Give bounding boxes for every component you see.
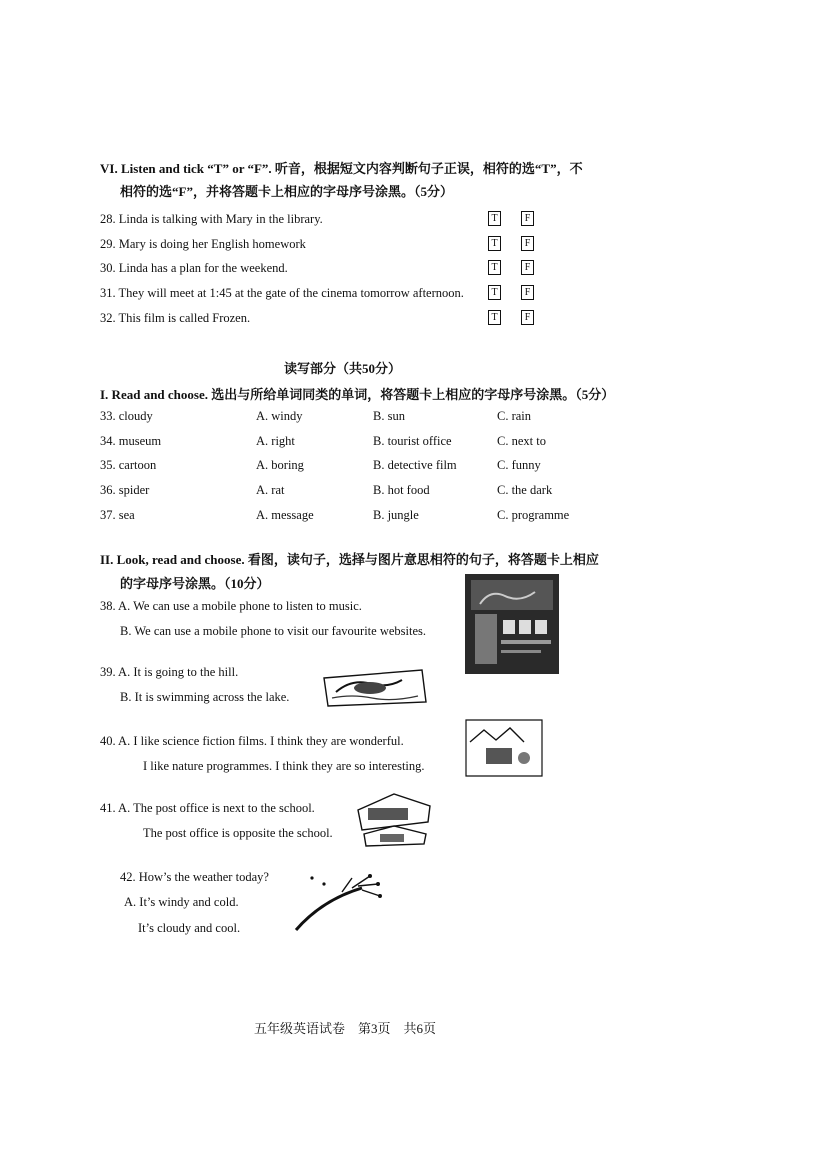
tf-box-t-29[interactable]: T xyxy=(488,236,501,251)
swimming-animal-picture xyxy=(322,664,430,708)
section-ii-title-line1: II. Look, read and choose. 看图，读句子，选择与图片意思相符的句子，将答题卡上相应 xyxy=(100,552,599,567)
tf-box-t-30[interactable]: T xyxy=(488,260,501,275)
choice-q-37: 37. sea xyxy=(100,508,135,522)
part-title: 读写部分（共50分） xyxy=(284,361,402,376)
q41-option-a[interactable]: 41. A. The post office is next to the school. xyxy=(100,801,315,815)
q39-option-a[interactable]: 39. A. It is going to the hill. xyxy=(100,665,239,679)
choice-c-33[interactable]: C. rain xyxy=(497,409,532,423)
choice-c-34[interactable]: C. next to xyxy=(497,434,546,448)
section-vi-title-line1: VI. Listen and tick “T” or “F”. 听音，根据短文内容判断句子正误，相符的选“T”，不 xyxy=(100,161,583,176)
tf-item-29: 29. Mary is doing her English homework xyxy=(100,237,306,251)
choice-a-33[interactable]: A. windy xyxy=(256,409,303,423)
choice-b-36[interactable]: B. hot food xyxy=(373,483,430,497)
tf-box-t-31[interactable]: T xyxy=(488,285,501,300)
tf-box-f-28[interactable]: F xyxy=(521,211,534,226)
q40-option-a[interactable]: 40. A. I like science fiction films. I think they are wonderful. xyxy=(100,734,404,748)
nature-programme-picture xyxy=(464,718,544,778)
choice-q-36: 36. spider xyxy=(100,483,150,497)
tf-item-30: 30. Linda has a plan for the weekend. xyxy=(100,261,288,275)
q38-option-b[interactable]: B. We can use a mobile phone to visit our favourite websites. xyxy=(120,624,426,638)
tf-box-t-32[interactable]: T xyxy=(488,310,501,325)
tf-box-f-30[interactable]: F xyxy=(521,260,534,275)
choice-c-35[interactable]: C. funny xyxy=(497,458,541,472)
choice-b-35[interactable]: B. detective film xyxy=(373,458,457,472)
mobile-phone-picture xyxy=(465,574,559,674)
choice-b-37[interactable]: B. jungle xyxy=(373,508,419,522)
tf-box-f-32[interactable]: F xyxy=(521,310,534,325)
q42-option-b[interactable]: It’s cloudy and cool. xyxy=(138,921,241,935)
choice-q-35: 35. cartoon xyxy=(100,458,157,472)
q38-option-a[interactable]: 38. A. We can use a mobile phone to listen to music. xyxy=(100,599,362,613)
choice-q-34: 34. museum xyxy=(100,434,162,448)
q41-option-b[interactable]: The post office is opposite the school. xyxy=(143,826,333,840)
choice-q-33: 33. cloudy xyxy=(100,409,153,423)
choice-c-36[interactable]: C. the dark xyxy=(497,483,553,497)
tf-box-f-31[interactable]: F xyxy=(521,285,534,300)
section-i-title: I. Read and choose. 选出与所给单词同类的单词，将答题卡上相应的字母序号涂黑。（5分） xyxy=(100,387,615,402)
q39-option-b[interactable]: B. It is swimming across the lake. xyxy=(120,690,290,704)
page-footer: 五年级英语试卷 第3页 共6页 xyxy=(254,1021,437,1036)
choice-a-37[interactable]: A. message xyxy=(256,508,314,522)
post-office-picture xyxy=(354,790,434,848)
choice-b-34[interactable]: B. tourist office xyxy=(373,434,452,448)
windy-tree-picture xyxy=(292,870,388,932)
q40-option-b[interactable]: I like nature programmes. I think they are so interesting. xyxy=(143,759,425,773)
tf-box-t-28[interactable]: T xyxy=(488,211,501,226)
choice-c-37[interactable]: C. programme xyxy=(497,508,570,522)
tf-box-f-29[interactable]: F xyxy=(521,236,534,251)
section-vi-title-line2: 相符的选“F”，并将答题卡上相应的字母序号涂黑。（5分） xyxy=(120,184,453,199)
choice-a-36[interactable]: A. rat xyxy=(256,483,285,497)
section-ii-title-line2: 的字母序号涂黑。（10分） xyxy=(120,576,270,591)
tf-item-32: 32. This film is called Frozen. xyxy=(100,311,251,325)
q42-question: 42. How’s the weather today? xyxy=(120,870,269,884)
choice-a-34[interactable]: A. right xyxy=(256,434,295,448)
choice-a-35[interactable]: A. boring xyxy=(256,458,304,472)
tf-item-28: 28. Linda is talking with Mary in the library. xyxy=(100,212,323,226)
q42-option-a[interactable]: A. It’s windy and cold. xyxy=(124,895,239,909)
choice-b-33[interactable]: B. sun xyxy=(373,409,405,423)
tf-item-31: 31. They will meet at 1:45 at the gate of the cinema tomorrow afternoon. xyxy=(100,286,464,300)
